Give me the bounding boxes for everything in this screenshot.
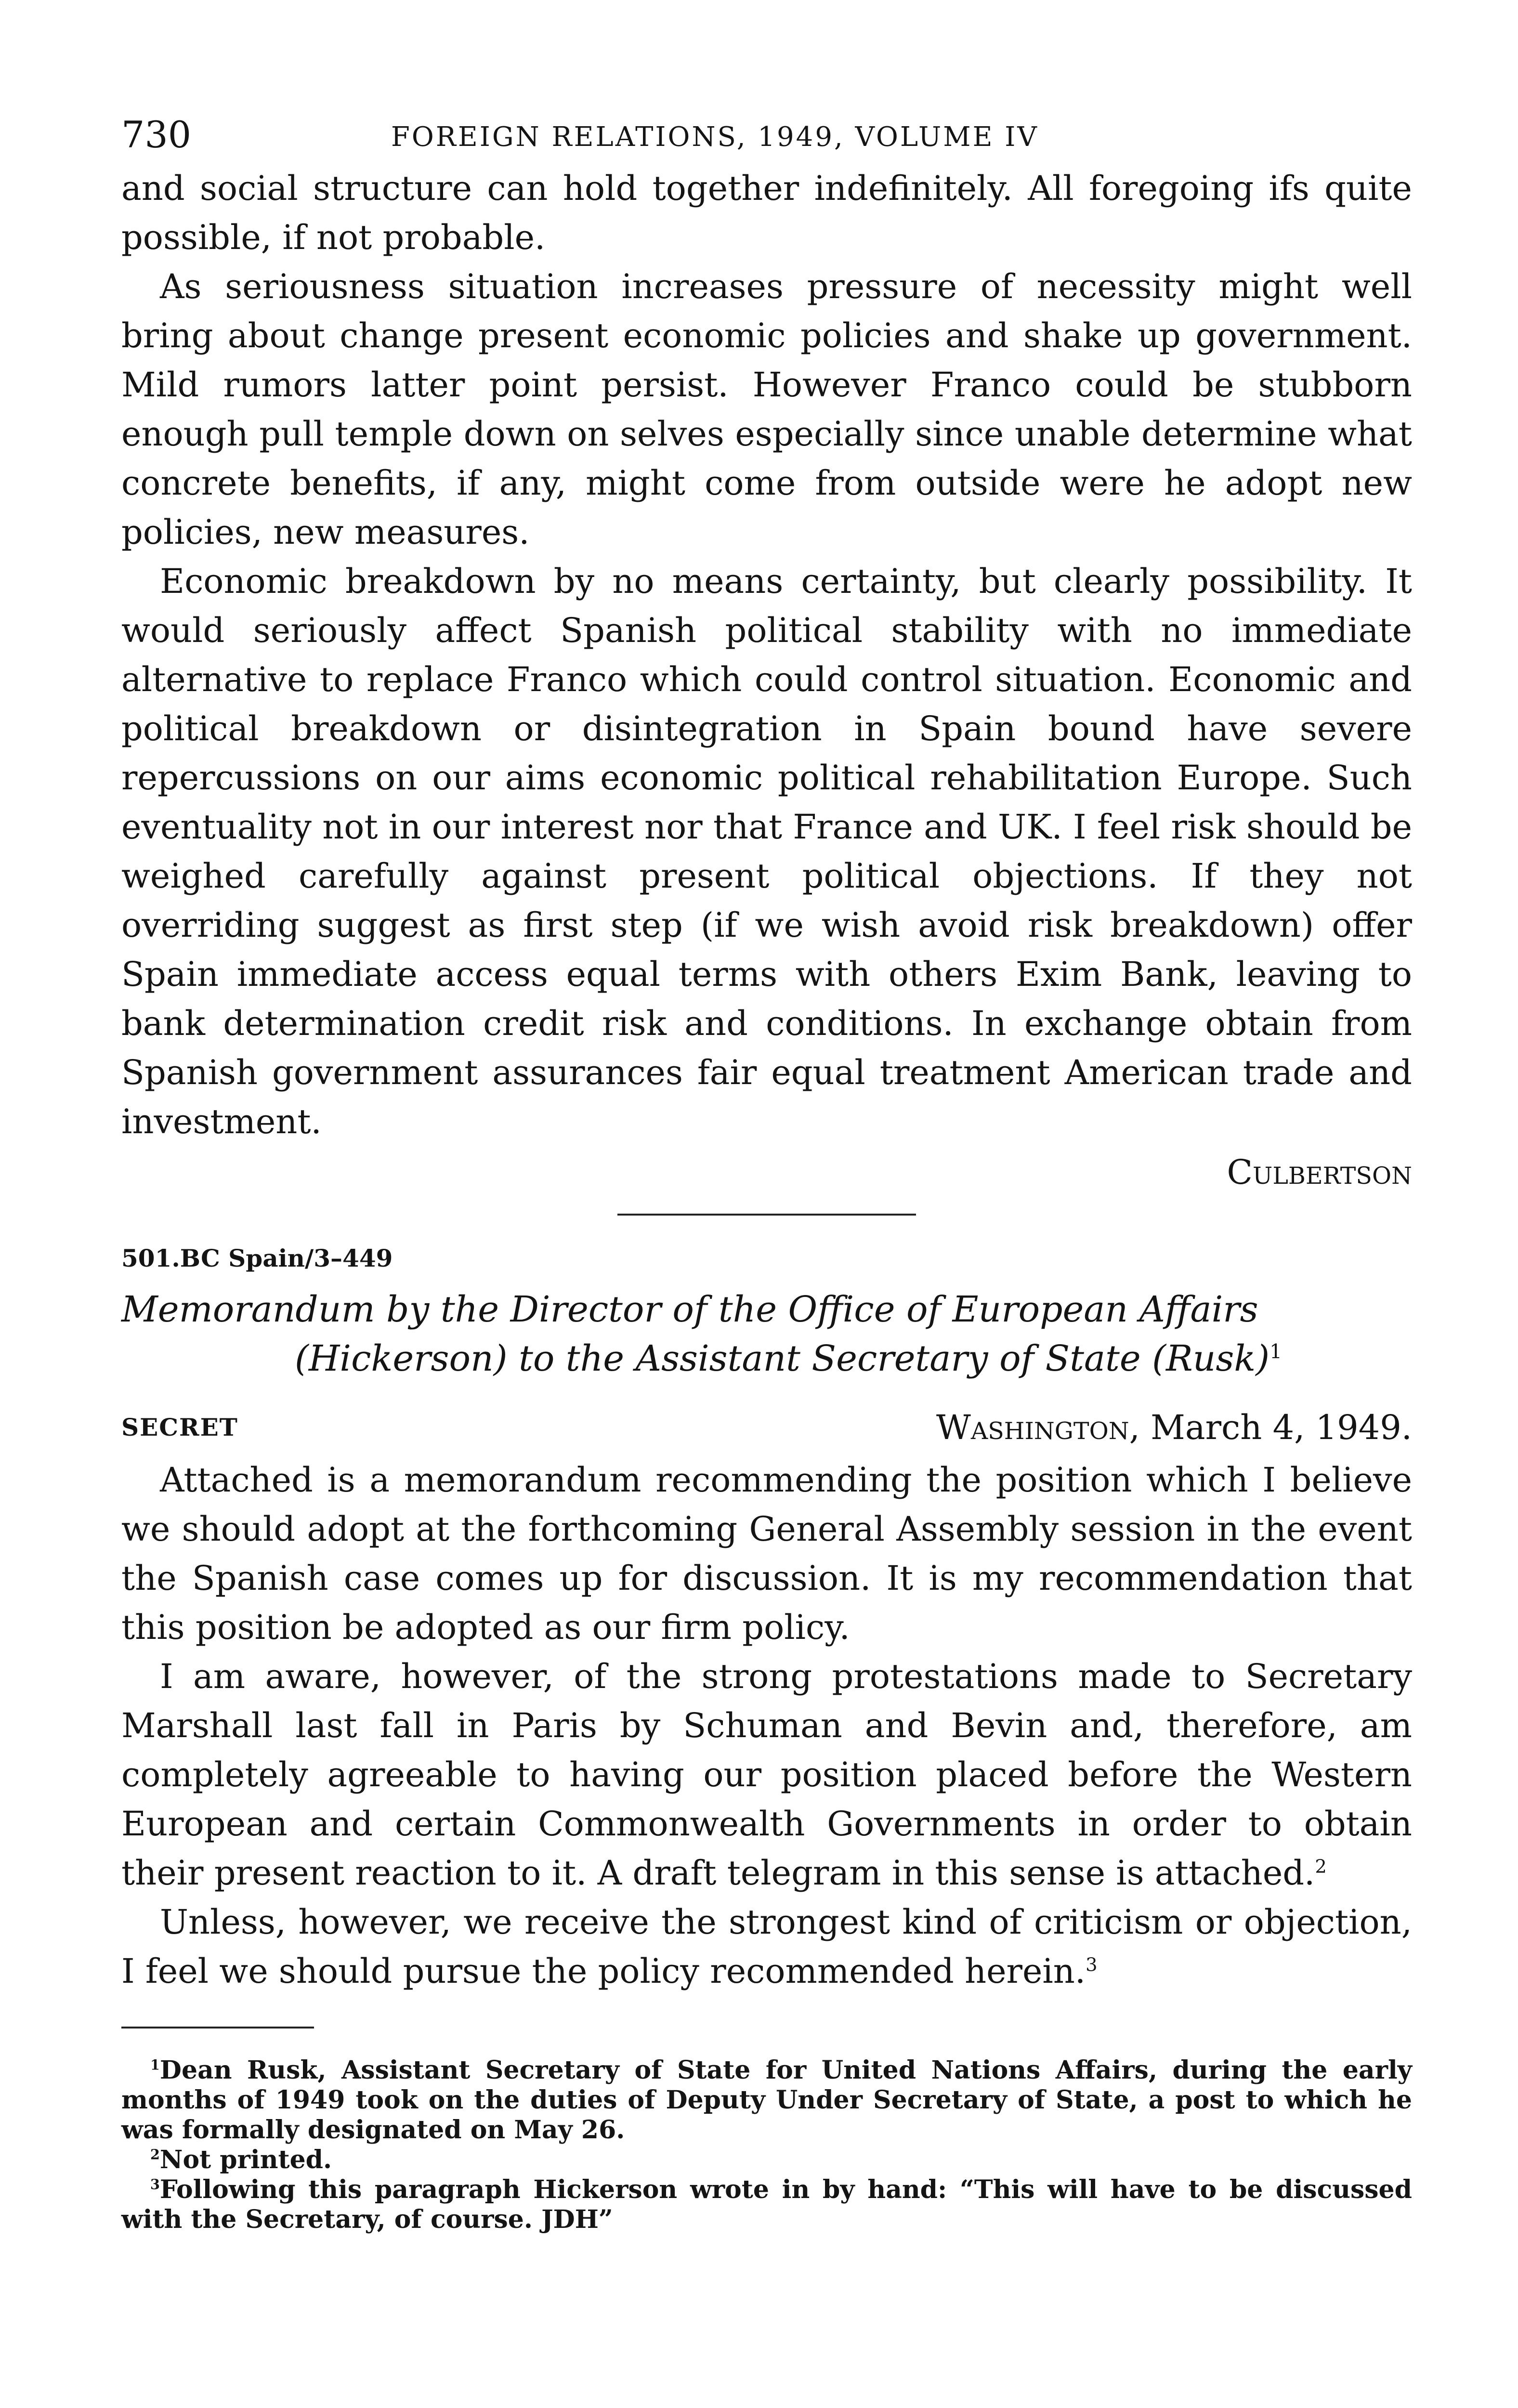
running-head: [121, 111, 1412, 164]
footnote-number: 1: [150, 2056, 160, 2073]
running-title: FOREIGN RELATIONS, 1949, VOLUME IV: [391, 121, 1039, 153]
footnote: [121, 2145, 1412, 2175]
paragraph: Economic breakdown by no means certainty, but clearly possibility. It would seriously affect Spanish political stability with no immediate alternative to replace Franco which could control situation. Economic and political breakdown or disintegration in Spain bound have severe repercussions on our aims economic political rehabilitation Europe. Such eventuality not in our interest nor that France and UK. I feel risk should be weighed carefully against present political objections. If they not overriding suggest as first step (if we wish avoid risk breakdown) offer Spain immediate access equal terms with others Exim Bank, leaving to bank determination credit risk and conditions. In exchange obtain from Spanish government assurances fair equal treatment American trade and investment.: [121, 562, 1412, 1141]
footnote-text: Following this paragraph Hickerson wrote in by hand: “This will have to be discussed with the Secretary, of course. JDH”: [121, 2175, 1412, 2234]
footnotes: [121, 2055, 1412, 2235]
footnote-divider: [121, 2027, 314, 2028]
document-heading: [121, 1285, 1412, 1383]
footnote-text: Not printed.: [159, 2145, 332, 2174]
footnote: [121, 2055, 1412, 2145]
heading-line-2-text: (Hickerson) to the Assistant Secretary of State (Rusk): [295, 1338, 1270, 1379]
file-number: 501.BC Spain/3–449: [121, 1244, 393, 1272]
paragraph-text: Unless, however, we receive the strongest kind of criticism or objection, I feel we should pursue the policy recommended herein.: [121, 1902, 1412, 1991]
paragraph-text: I am aware, however, of the strong protestations made to Secretary Marshall last fall in Paris by Schuman and Bevin and, therefore, am completely agreeable to having our position placed before the Western European and certain Commonwealth Governments in order to obtain their present reaction to it. A draft telegram in this sense is attached.: [121, 1657, 1412, 1893]
classification-label: SECRET: [121, 1413, 238, 1441]
heading-line-1: Memorandum by the Director of the Office of European Affairs: [121, 1289, 1258, 1330]
footnote: [121, 2175, 1412, 2235]
paragraph: [121, 1898, 1412, 1996]
footnote-ref: 1: [1269, 1340, 1282, 1363]
place: Washington: [936, 1408, 1129, 1447]
section-divider: [617, 1214, 916, 1216]
paragraph: Attached is a memorandum recommending the position which I believe we should adopt at the forthcoming General Assembly session in the event the Spanish case comes up for discussion. It is my recommendation that this position be adopted as our firm policy.: [121, 1460, 1412, 1647]
paragraph: As seriousness situation increases pressure of necessity might well bring about change present economic policies and shake up government. Mild rumors latter point persist. However Franco could be stubborn enough pull temple down on selves especially since unable determine what concrete benefits, if any, might come from outside were he adopt new policies, new measures.: [121, 267, 1412, 552]
paragraph-continued: and social structure can hold together indefinitely. All foregoing ifs quite possible, if not probable.: [121, 169, 1412, 257]
paragraph: [121, 1652, 1412, 1898]
page-number: 730: [121, 113, 192, 156]
place-date: [936, 1402, 1412, 1453]
dateline: [121, 1402, 1412, 1455]
footnote-number: 2: [150, 2146, 160, 2163]
date: , March 4, 1949.: [1129, 1408, 1412, 1447]
signature: Culbertson: [1227, 1152, 1412, 1192]
footnote-text: Dean Rusk, Assistant Secretary of State for United Nations Affairs, during the early months of 1949 took on the duties of Deputy Under Secretary of State, a post to which he was formally designated on May 26.: [121, 2055, 1412, 2145]
footnote-ref: 2: [1315, 1856, 1327, 1878]
document-page: [121, 111, 1412, 2235]
footnote-ref: 3: [1086, 1954, 1098, 1976]
heading-line-2: [121, 1334, 1412, 1383]
footnote-number: 3: [150, 2176, 160, 2193]
